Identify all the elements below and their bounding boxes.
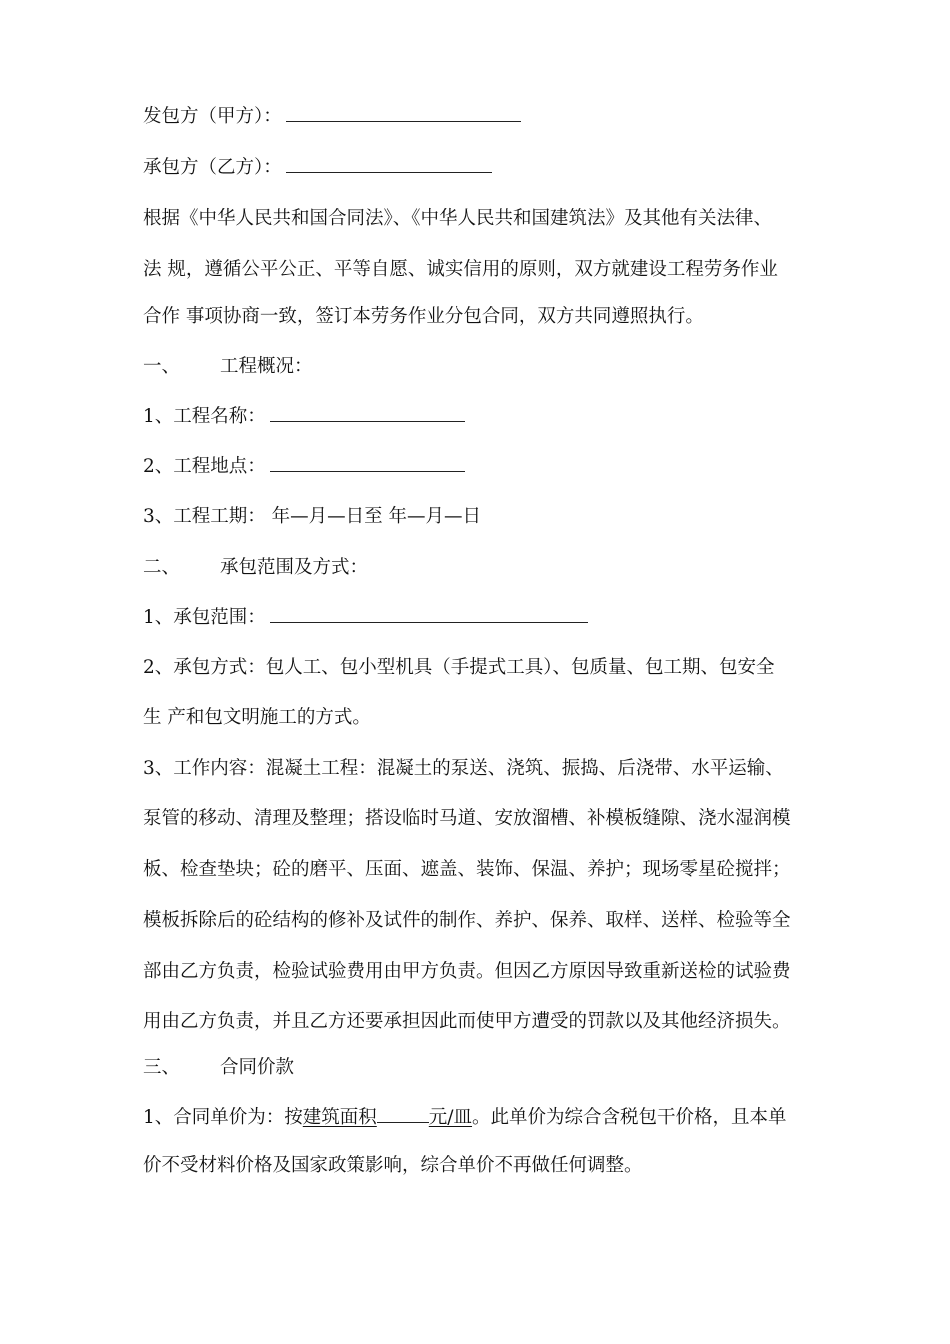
party-a-label: 发包方（甲方）：: [143, 106, 282, 127]
section-3-heading: [143, 1053, 294, 1083]
project-name-label: 1、工程名称：: [143, 406, 266, 427]
unit-price-blank: [377, 1105, 429, 1123]
work-content-line-3: 板、检查垫块；砼的磨平、压面、遮盖、装饰、保温、养护；现场零星砼搅拌；: [143, 859, 791, 880]
work-content-line-6: 用由乙方负责，并且乙方还要承担因此而使甲方遭受的罚款以及其他经济损失。: [143, 1011, 791, 1032]
intro-line-1: 根据《中华人民共和国合同法》、《中华人民共和国建筑法》及其他有关法律、: [143, 208, 773, 229]
unit-price-unit: 元/皿: [428, 1107, 473, 1128]
project-name-blank: [270, 404, 465, 422]
work-content-line-2: 泵管的移动、清理及整理；搭设临时马道、安放溜槽、补模板缝隙、浇水湿润模: [143, 808, 791, 829]
scope-label: 1、承包范围：: [143, 607, 266, 628]
unit-price-line-2: 价不受材料价格及国家政策影响，综合单价不再做任何调整。: [143, 1155, 643, 1176]
unit-price-basis: 建筑面积: [302, 1107, 377, 1128]
project-location-label: 2、工程地点：: [143, 456, 266, 477]
method-line-2: 生 产和包文明施工的方式。: [143, 707, 371, 728]
party-b-line: [143, 153, 492, 183]
scope-blank: [270, 605, 588, 623]
scope-line: [143, 603, 588, 633]
party-b-label: 承包方（乙方）：: [143, 157, 282, 178]
section-2-heading: [143, 553, 368, 583]
project-location-line: [143, 452, 465, 482]
section-1-heading: [143, 352, 313, 382]
party-a-blank: [286, 104, 521, 122]
section-3-title: 合同价款: [220, 1057, 295, 1078]
intro-line-2: 法 规，遵循公平公正、平等自愿、诚实信用的原则，双方就建设工程劳务作业: [143, 259, 778, 280]
party-b-blank: [286, 155, 492, 173]
work-content-line-4: 模板拆除后的砼结构的修补及试件的制作、养护、保养、取样、送样、检验等全: [143, 910, 791, 931]
section-1-number: 一、: [143, 356, 181, 377]
project-location-blank: [270, 454, 465, 472]
work-content-line-5: 部由乙方负责，检验试验费用由甲方负责。但因乙方原因导致重新送检的试验费: [143, 961, 791, 982]
intro-line-3: 合作 事项协商一致，签订本劳务作业分包合同，双方共同遵照执行。: [143, 306, 704, 327]
section-2-title: 承包范围及方式：: [220, 557, 369, 578]
party-a-line: [143, 102, 521, 132]
method-line-1: 2、承包方式：包人工、包小型机具（手提式工具）、包质量、包工期、包安全: [143, 657, 775, 678]
work-content-line-1: 3、工作内容：混凝土工程：混凝土的泵送、浇筑、振捣、后浇带、水平运输、: [143, 758, 784, 779]
section-3-number: 三、: [143, 1057, 181, 1078]
unit-price-suffix: 。此单价为综合含税包干价格，且本单: [472, 1107, 787, 1128]
section-1-title: 工程概况：: [220, 356, 313, 377]
project-name-line: [143, 402, 465, 432]
section-2-number: 二、: [143, 557, 181, 578]
project-duration-line: 3、工程工期： 年—月—日至 年—月—日: [143, 506, 482, 527]
unit-price-prefix: 1、合同单价为：按: [143, 1107, 303, 1128]
unit-price-line-1: [143, 1103, 787, 1133]
